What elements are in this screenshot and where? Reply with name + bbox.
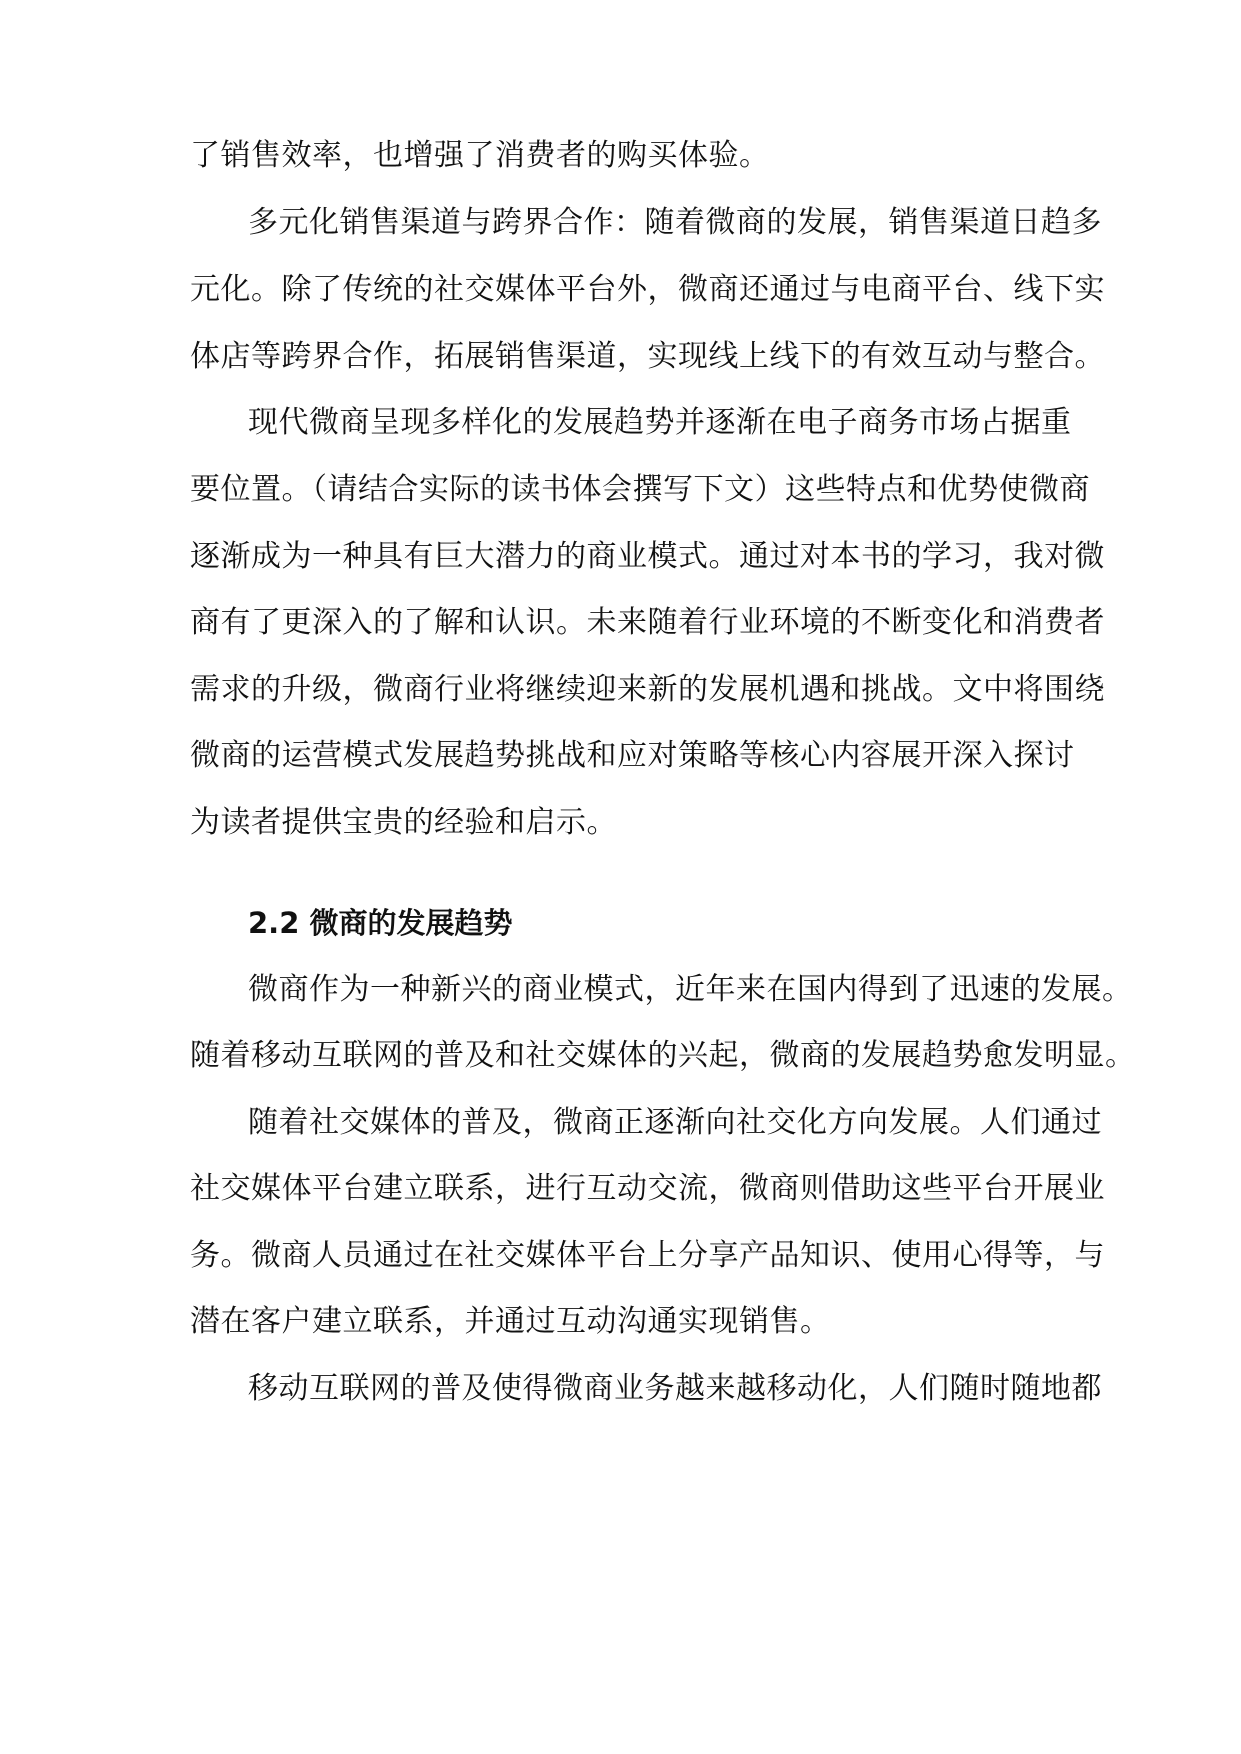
text-line: 要位置。（请结合实际的读书体会撰写下文）这些特点和优势使微商 [190, 472, 1090, 507]
section-heading: 2.2 微商的发展趋势 [248, 906, 513, 940]
text-line: 体店等跨界合作，拓展销售渠道，实现线上线下的有效互动与整合。 [190, 339, 1105, 374]
text-line: 社交媒体平台建立联系，进行互动交流，微商则借助这些平台开展业 [190, 1171, 1105, 1206]
text-line: 了销售效率，也增强了消费者的购买体验。 [190, 138, 770, 173]
text-line: 务。微商人员通过在社交媒体平台上分享产品知识、使用心得等，与 [190, 1238, 1105, 1273]
text-line: 移动互联网的普及使得微商业务越来越移动化，人们随时随地都 [248, 1371, 1102, 1406]
text-line: 现代微商呈现多样化的发展趋势并逐渐在电子商务市场占据重 [248, 405, 1072, 440]
text-line: 多元化销售渠道与跨界合作：随着微商的发展，销售渠道日趋多 [248, 205, 1102, 240]
text-line: 为读者提供宝贵的经验和启示。 [190, 805, 617, 840]
text-line: 微商作为一种新兴的商业模式，近年来在国内得到了迅速的发展。 [248, 972, 1133, 1007]
text-line: 随着社交媒体的普及，微商正逐渐向社交化方向发展。人们通过 [248, 1105, 1102, 1140]
text-line: 潜在客户建立联系，并通过互动沟通实现销售。 [190, 1304, 831, 1339]
text-line: 随着移动互联网的普及和社交媒体的兴起，微商的发展趋势愈发明显。 [190, 1038, 1136, 1073]
text-line: 需求的升级，微商行业将继续迎来新的发展机遇和挑战。文中将围绕 [190, 672, 1105, 707]
text-line: 元化。除了传统的社交媒体平台外，微商还通过与电商平台、线下实 [190, 272, 1105, 307]
text-line: 商有了更深入的了解和认识。未来随着行业环境的不断变化和消费者 [190, 605, 1105, 640]
text-line: 逐渐成为一种具有巨大潜力的商业模式。通过对本书的学习，我对微 [190, 539, 1105, 574]
text-line: 微商的运营模式发展趋势挑战和应对策略等核心内容展开深入探讨 [190, 738, 1075, 773]
